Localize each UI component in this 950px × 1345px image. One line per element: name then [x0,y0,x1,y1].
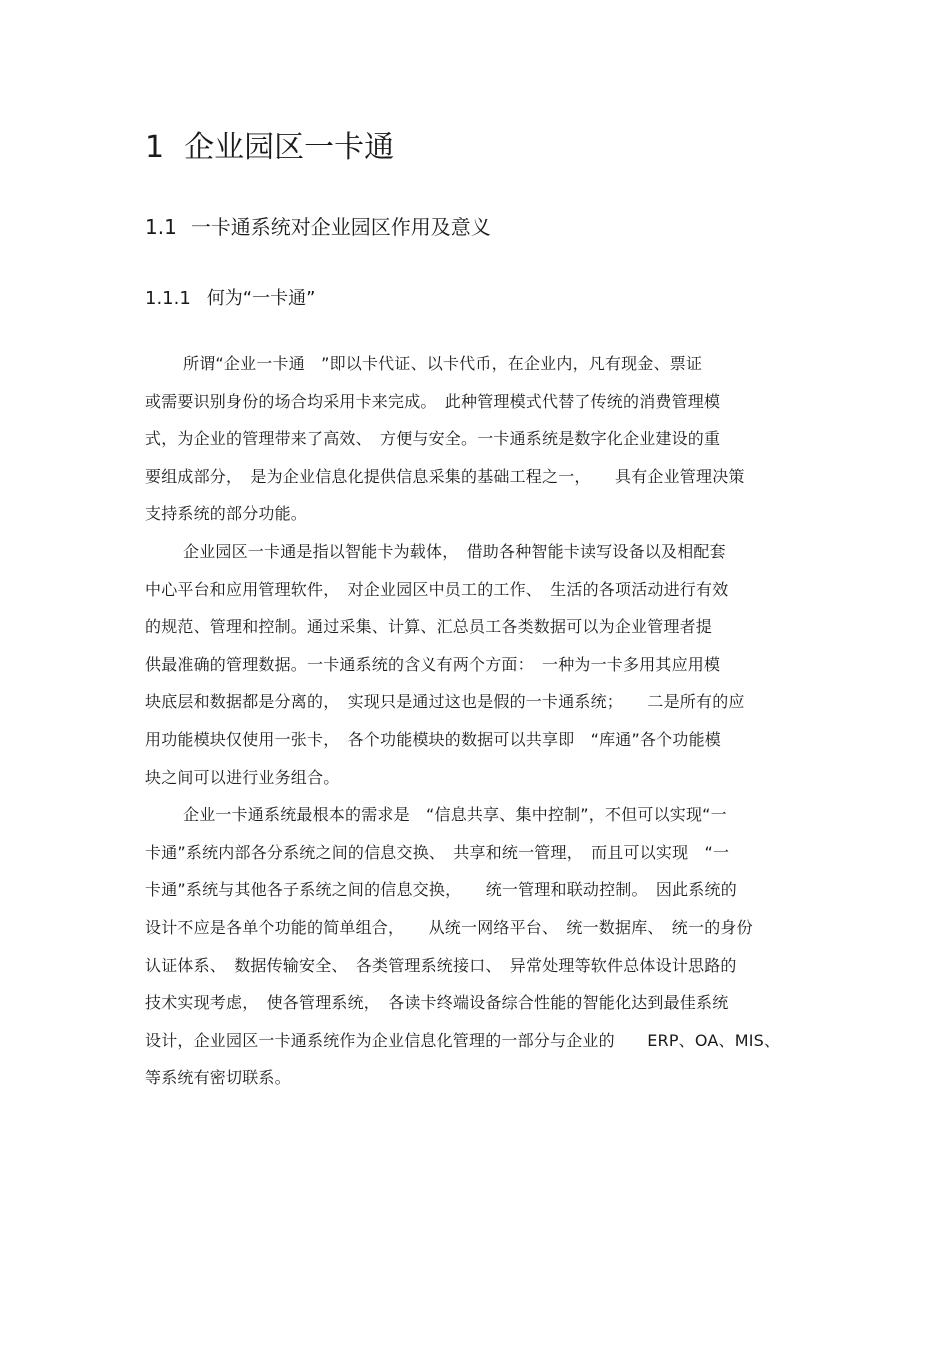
paragraph-2-line: 块之间可以进行业务组合。 [145,767,340,787]
heading-1-title: 企业园区一卡通 [184,130,395,165]
paragraph-1-line: 所谓“企业一卡通 ”即以卡代证、以卡代币，在企业内，凡有现金、票证 [183,354,703,373]
paragraph-2-line: 的规范、管理和控制。通过采集、计算、汇总员工各类数据可以为企业管理者提 [145,617,713,637]
paragraph-3-line: 设计不应是各单个功能的简单组合， 从统一网络平台、 统一数据库、 统一的身份 [145,917,753,937]
heading-1 [145,128,394,168]
paragraph-2-line: 供最准确的管理数据。一卡通系统的含义有两个方面： 一种为一卡多用其应用模 [145,654,721,674]
paragraph-1-line: 要组成部分， 是为企业信息化提供信息采集的基础工程之一， 具有企业管理决策 [145,466,745,486]
paragraph-2-line: 企业园区一卡通是指以智能卡为载体， 借助各种智能卡读写设备以及相配套 [183,541,726,561]
paragraph-2-line: 中心平台和应用管理软件， 对企业园区中员工的工作、 生活的各项活动进行有效 [145,579,729,599]
paragraph-1-line: 或需要识别身份的场合均采用卡来完成。 此种管理模式代替了传统的消费管理模 [145,391,721,411]
paragraph-1-line: 支持系统的部分功能。 [145,504,308,524]
paragraph-3-line: 企业一卡通系统最根本的需求是 “信息共享、集中控制”，不但可以实现“一 [183,805,727,825]
heading-2-title: 一卡通系统对企业园区作用及意义 [190,215,491,239]
paragraph-1-line: 式，为企业的管理带来了高效、 方便与安全。一卡通系统是数字化企业建设的重 [145,429,721,449]
heading-3-number: 1.1.1 [145,288,191,309]
paragraph-2-line: 块底层和数据都是分离的， 实现只是通过这也是假的一卡通系统； 二是所有的应 [145,692,745,712]
paragraph-2-line: 用功能模块仅使用一张卡， 各个功能模块的数据可以共享即 “库通”各个功能模 [145,729,721,749]
paragraph-3-line: 等系统有密切联系。 [145,1068,291,1088]
heading-3 [145,285,315,313]
paragraph-3-line: 认证体系、 数据传输安全、 各类管理系统接口、 异常处理等软件总体设计思路的 [145,955,737,975]
heading-3-title: 何为“一卡通” [206,288,316,309]
heading-2 [145,212,491,242]
heading-1-number: 1 [145,130,165,165]
paragraph-3-line: 卡通”系统与其他各子系统之间的信息交换， 统一管理和联动控制。 因此系统的 [145,880,737,900]
heading-2-number: 1.1 [145,215,177,239]
paragraph-3-line: 技术实现考虑， 使各管理系统， 各读卡终端设备综合性能的智能化达到最佳系统 [145,993,729,1013]
paragraph-3-line: 设计，企业园区一卡通系统作为企业信息化管理的一部分与企业的 ERP、OA、MIS、 [145,1030,781,1050]
body-text [145,345,805,1097]
paragraph-3-line: 卡通”系统内部各分系统之间的信息交换、 共享和统一管理， 而且可以实现 “一 [145,842,730,862]
